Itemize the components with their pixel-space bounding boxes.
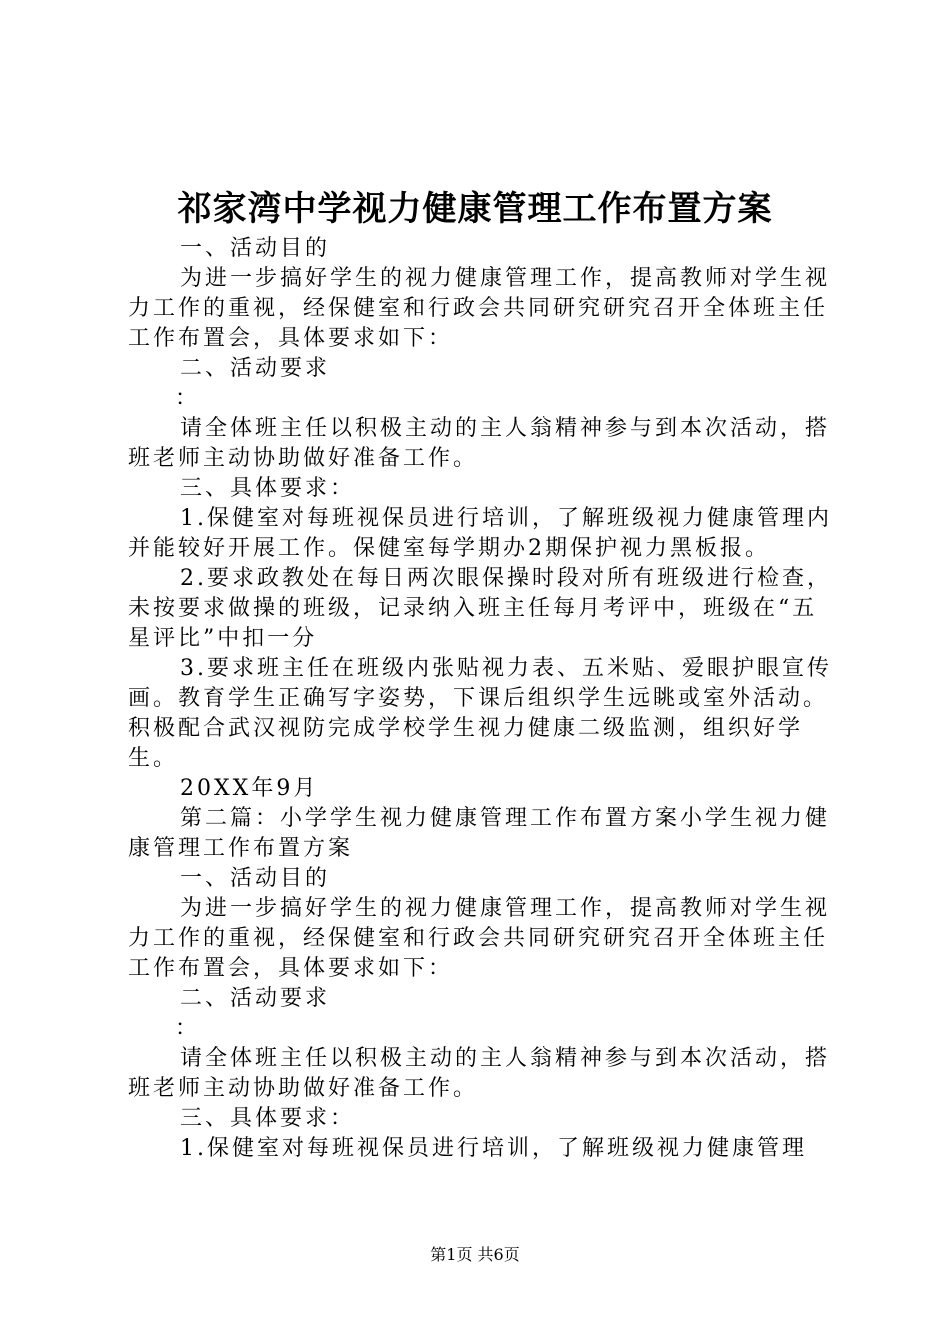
- section-heading-3b: 三、具体要求：: [180, 1106, 356, 1131]
- paragraph-requirement: 请全体班主任以积极主动的主人翁精神参与到本次活动，搭班老师主动协助做好准备工作。: [128, 416, 831, 471]
- paragraph-purpose: 为进一步搞好学生的视力健康管理工作，提高教师对学生视力工作的重视，经保健室和行政会共同研究研究召开全体班主任工作布置会，具体要求如下：: [128, 266, 831, 351]
- date-line: 20XX年9月: [180, 776, 319, 801]
- list-item-3: 3.要求班主任在班级内张贴视力表、五米贴、爱眼护眼宣传画。教育学生正确写字姿势，下课后组织学生远眺或室外活动。积极配合武汉视防完成学校学生视力健康二级监测，组织好学生。: [128, 656, 832, 771]
- document-body: [128, 234, 833, 1164]
- section-heading-2: 二、活动要求: [180, 356, 331, 381]
- section-heading-1b: 一、活动目的: [180, 866, 331, 891]
- colon-line: ：: [175, 386, 201, 411]
- section-heading-2b: 二、活动要求: [180, 986, 331, 1011]
- list-item-1b: 1.保健室对每班视保员进行培训，了解班级视力健康管理: [180, 1136, 807, 1161]
- section-heading-1: 一、活动目的: [180, 236, 331, 261]
- paragraph-requirement-b: 请全体班主任以积极主动的主人翁精神参与到本次活动，搭班老师主动协助做好准备工作。: [128, 1046, 831, 1101]
- list-item-2: 2.要求政教处在每日两次眼保操时段对所有班级进行检查，未按要求做操的班级，记录纳入班主任每月考评中，班级在“五星评比”中扣一分: [128, 566, 832, 651]
- page-number-footer: 第1页 共6页: [430, 1245, 520, 1264]
- paragraph-purpose-b: 为进一步搞好学生的视力健康管理工作，提高教师对学生视力工作的重视，经保健室和行政会共同研究研究召开全体班主任工作布置会，具体要求如下：: [128, 896, 831, 981]
- colon-line-b: ：: [175, 1016, 201, 1041]
- section-heading-3: 三、具体要求：: [180, 476, 356, 501]
- second-article-heading: 第二篇：小学学生视力健康管理工作布置方案小学生视力健康管理工作布置方案: [128, 806, 831, 861]
- document-title: 祁家湾中学视力健康管理工作布置方案: [177, 189, 773, 229]
- list-item-1: 1.保健室对每班视保员进行培训，了解班级视力健康管理内并能较好开展工作。保健室每学期办2期保护视力黑板报。: [128, 506, 832, 561]
